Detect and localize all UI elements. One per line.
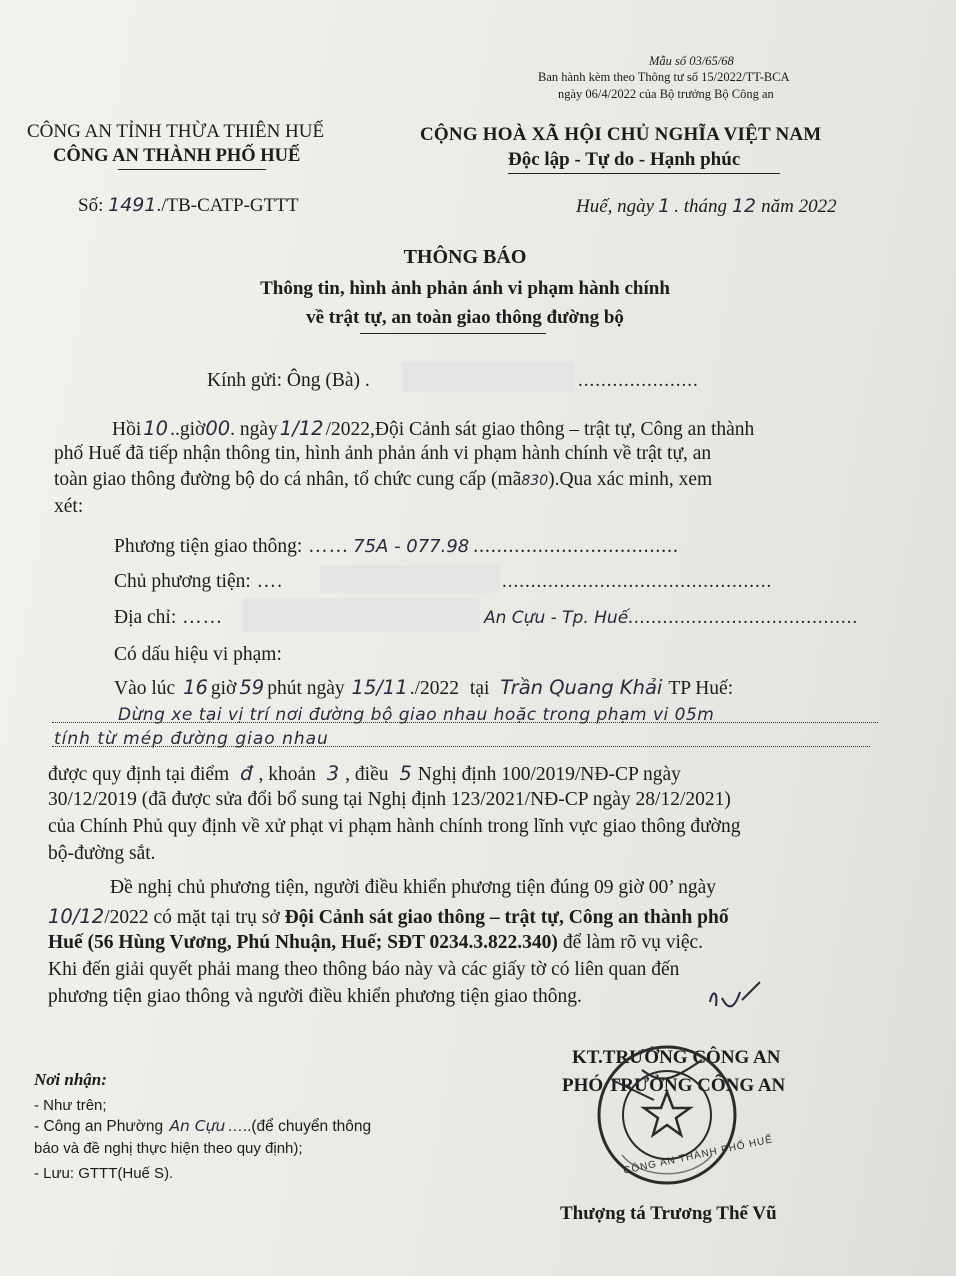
recipients-item-2-cont: báo và đề nghị thực hiện theo quy định); — [34, 1140, 303, 1157]
country-name: CỘNG HOÀ XÃ HỘI CHỦ NGHĨA VIỆT NAM — [420, 124, 822, 145]
request-date-hw: 10/12 — [48, 905, 105, 928]
title-underline — [360, 333, 546, 334]
violation-hour-label: giờ — [210, 678, 237, 699]
address-value — [484, 607, 858, 629]
redacted-recipient-name — [402, 362, 574, 392]
recipients-ward-hw: An Cựu — [169, 1117, 226, 1135]
recipient-dots: ..................... — [578, 370, 699, 391]
seal-text: CÔNG AN THÀNH PHỐ HUẾ — [622, 1134, 774, 1177]
owner-lead: …. — [250, 571, 284, 592]
request-line3-end: để làm rõ vụ việc. — [562, 932, 704, 953]
motto-underline — [508, 173, 780, 174]
doc-subtitle-1: Thông tin, hình ảnh phản ánh vi phạm hành chính — [260, 278, 670, 299]
desc-dots-1 — [52, 722, 878, 723]
legal-line-4: bộ-đường sắt. — [48, 843, 156, 864]
legal-line-1 — [48, 762, 681, 786]
recipients-item-1: - Như trên; — [34, 1097, 107, 1114]
day-handwritten: 1 — [658, 195, 671, 217]
org-name: CÔNG AN THÀNH PHỐ HUẾ — [53, 146, 301, 166]
violation-label: Có dấu hiệu vi phạm: — [114, 644, 282, 665]
violation-desc-line1: Dừng xe tại vị trí nơi đường bộ giao nhau hoặc trong phạm vi 05m — [118, 705, 715, 725]
legal-point-hw: đ — [240, 762, 253, 785]
intro-code-hw: 830 — [521, 473, 549, 489]
legal1-start: được quy định tại điểm — [48, 764, 230, 785]
place-date — [576, 195, 837, 218]
address-hw: An Cựu - Tp. Huế — [484, 608, 629, 628]
violation-place-hw: Trần Quang Khải — [500, 676, 663, 699]
vehicle-row — [114, 536, 679, 558]
violation-minute-label: phút ngày — [267, 678, 345, 699]
intro-start: Hồi — [112, 419, 142, 440]
violation-minute-hw: 59 — [239, 676, 265, 699]
form-issued-line2: ngày 06/4/2022 của Bộ trưởng Bộ Công an — [558, 87, 774, 101]
address-lead: …… — [176, 607, 224, 628]
desc-dots-2 — [52, 746, 870, 747]
form-issued-line1: Ban hành kèm theo Thông tư số 15/2022/TT-BCA — [538, 70, 790, 84]
request-line2-mid: /2022 có mặt tại trụ sở — [104, 907, 280, 928]
intro-line-4: xét: — [54, 496, 84, 517]
violation-time-prefix: Vào lúc — [114, 678, 176, 699]
intro-line3-start: toàn giao thông đường bộ do cá nhân, tổ chức cung cấp (mã — [54, 469, 522, 490]
vehicle-plate-hw: 75A - 077.98 — [353, 536, 470, 557]
redacted-address — [242, 598, 480, 632]
month-label: . tháng — [674, 196, 727, 217]
initials-mark-icon — [700, 980, 780, 1020]
doc-subtitle-2: về trật tự, an toàn giao thông đường bộ — [306, 307, 624, 328]
intro-day-label: . ngày — [230, 419, 278, 440]
request-line-5: phương tiện giao thông và người điều khiển phương tiện giao thông. — [48, 986, 582, 1007]
violation-place-suffix: TP Huế: — [668, 678, 734, 699]
recipients-title: Nơi nhận: — [34, 1070, 107, 1089]
violation-hour-hw: 16 — [183, 676, 208, 699]
number-suffix: ./TB-CATP-GTTT — [156, 195, 299, 216]
intro-line-2: phố Huế đã tiếp nhận thông tin, hình ảnh phản ánh vi phạm hành chính về trật tự, an — [54, 443, 712, 464]
vehicle-label: Phương tiện giao thông: — [114, 536, 303, 557]
vehicle-trail: ................................... — [473, 536, 679, 557]
legal-clause-label: , khoản — [258, 764, 316, 785]
year-label: năm 2022 — [761, 196, 837, 217]
intro-date-hw: 1/12 — [279, 417, 324, 440]
recipients-item-3: - Lưu: GTTT(Huế S). — [34, 1165, 174, 1182]
violation-date-hw: 15/11 — [351, 676, 408, 699]
address-label: Địa chỉ: — [114, 607, 177, 628]
legal-line-3: của Chính Phủ quy định về xử phạt vi phạm hành chính trong lĩnh vực giao thông đường — [48, 816, 741, 837]
intro-hour-label: ..giờ — [170, 419, 206, 440]
recipients-item2-end: …..(để chuyển thông — [227, 1118, 372, 1135]
doc-title: THÔNG BÁO — [403, 246, 527, 268]
request-line-4: Khi đến giải quyết phải mang theo thông báo này và các giấy tờ có liên quan đến — [48, 959, 680, 980]
intro-rest: /2022,Đội Cảnh sát giao thông – trật tự, Công an thành — [325, 419, 755, 440]
request-line-3 — [48, 932, 703, 954]
violation-year: ./2022 — [409, 678, 460, 699]
owner-row — [114, 571, 283, 593]
request-line2-bold: Đội Cảnh sát giao thông – trật tự, Công an thành phố — [284, 907, 729, 928]
org-parent: CÔNG AN TỈNH THỪA THIÊN HUẾ — [27, 121, 325, 142]
place-date-prefix: Huế, ngày — [576, 196, 655, 217]
motto: Độc lập - Tự do - Hạnh phúc — [508, 149, 741, 170]
request-line-1: Đề nghị chủ phương tiện, người điều khiển phương tiện đúng 09 giờ 00’ ngày — [110, 877, 717, 898]
intro-hour-hw: 10 — [143, 417, 169, 440]
legal-line-2: 30/12/2019 (đã được sửa đổi bổ sung tại Nghị định 123/2021/NĐ-CP ngày 28/12/2021) — [48, 789, 731, 810]
violation-at-label: tại — [469, 678, 490, 699]
violation-desc-line2: tính từ mép đường giao nhau — [54, 729, 329, 749]
signer-name: Thượng tá Trương Thế Vũ — [560, 1203, 777, 1224]
request-line-2 — [48, 905, 729, 929]
intro-minute-hw: 00 — [205, 417, 231, 440]
redacted-owner-name — [320, 565, 500, 593]
vehicle-lead: …… — [302, 536, 350, 557]
recipients-item2-start: - Công an Phường — [34, 1118, 164, 1135]
legal-article-hw: 5 — [399, 762, 412, 785]
address-trail: ........................................ — [628, 607, 859, 628]
request-line3-bold: Huế (56 Hùng Vương, Phú Nhuận, Huế; SĐT 0234.3.822.340) — [48, 932, 558, 953]
document-number — [78, 194, 298, 217]
intro-line-1 — [112, 417, 754, 441]
number-label: Số: — [78, 195, 104, 216]
recipients-item-2 — [34, 1117, 371, 1136]
org-underline — [118, 169, 266, 170]
signature-line-1: KT.TRƯỞNG CÔNG AN — [572, 1047, 781, 1068]
address-row-label — [114, 607, 223, 629]
recipient-label: Kính gửi: Ông (Bà) . — [207, 370, 370, 391]
legal1-end: Nghị định 100/2019/NĐ-CP ngày — [417, 764, 681, 785]
signature-line-2: PHÓ TRƯỞNG CÔNG AN — [562, 1075, 786, 1096]
intro-line3-end: ).Qua xác minh, xem — [548, 469, 713, 490]
intro-line-3 — [54, 469, 712, 491]
legal-clause-hw: 3 — [326, 762, 340, 785]
owner-label: Chủ phương tiện: — [114, 571, 251, 592]
month-handwritten: 12 — [731, 195, 757, 217]
violation-time-row — [114, 676, 733, 700]
owner-trail: ............................................... — [502, 571, 773, 592]
form-code: Mẫu số 03/65/68 — [649, 54, 734, 68]
legal-article-label: , điều — [345, 764, 389, 785]
number-handwritten: 1491 — [108, 194, 157, 216]
